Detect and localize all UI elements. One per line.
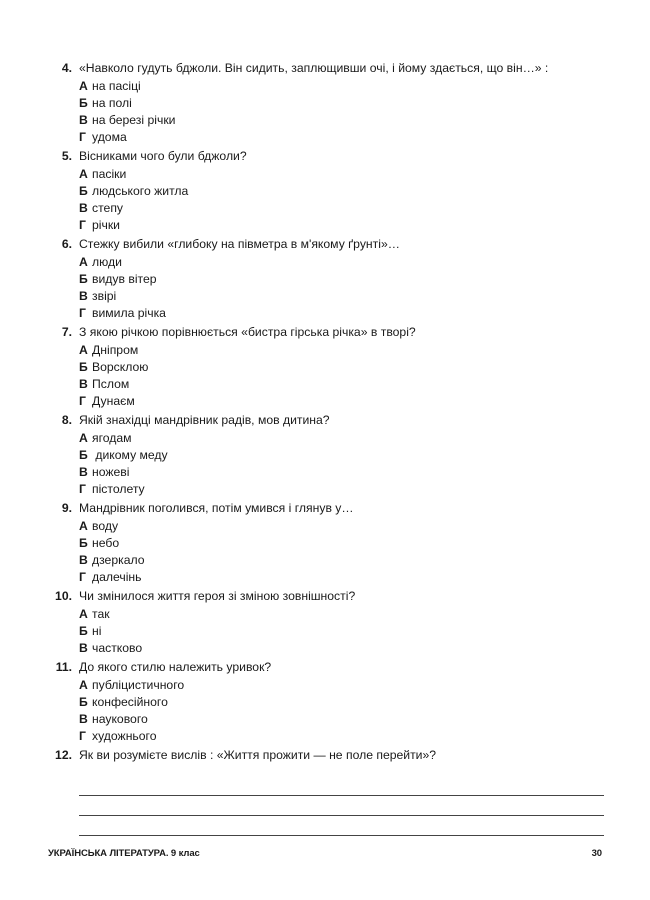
question <box>0 659 650 745</box>
option-letter: А <box>79 167 88 181</box>
option-text: степу <box>92 201 124 215</box>
option-letter: А <box>79 343 88 357</box>
option-letter: Б <box>79 272 88 286</box>
answer-option <box>0 376 650 393</box>
option-text: видув вітер <box>92 272 157 286</box>
answer-option <box>0 552 650 569</box>
question-number: 9. <box>61 501 72 515</box>
option-letter: Б <box>79 695 88 709</box>
question <box>0 324 650 410</box>
question-header <box>0 412 650 429</box>
option-text: художнього <box>92 729 157 743</box>
option-text: ножеві <box>92 465 130 479</box>
answer-line <box>79 795 604 796</box>
answer-option <box>0 711 650 728</box>
question-number: 4. <box>61 61 72 75</box>
question <box>0 236 650 322</box>
option-letter: Г <box>79 394 86 408</box>
question-number: 10. <box>55 589 72 603</box>
option-text: ні <box>92 624 102 638</box>
question-header <box>0 747 650 764</box>
option-letter: Г <box>79 130 86 144</box>
option-letter: Г <box>79 570 86 584</box>
option-text: звірі <box>92 289 117 303</box>
question-text: До якого стилю належить уривок? <box>79 660 272 674</box>
answer-option <box>0 183 650 200</box>
option-letter: В <box>79 377 88 391</box>
answer-option <box>0 464 650 481</box>
question-header <box>0 500 650 517</box>
answer-option <box>0 606 650 623</box>
answer-option <box>0 166 650 183</box>
option-letter: В <box>79 465 88 479</box>
option-text: конфесійного <box>92 695 168 709</box>
question-text: Як ви розумієте вислів : «Життя прожити — не поле перейти»? <box>79 748 437 762</box>
option-text: небо <box>92 536 120 550</box>
option-text: далечінь <box>92 570 142 584</box>
option-text: пістолету <box>92 482 145 496</box>
answer-option <box>0 623 650 640</box>
question-number: 5. <box>61 149 72 163</box>
answer-option <box>0 518 650 535</box>
option-letter: Г <box>79 729 86 743</box>
option-text: Ворсклою <box>92 360 149 374</box>
answer-line <box>79 815 604 816</box>
option-text: Пслом <box>92 377 130 391</box>
option-text: на березі річки <box>92 113 176 127</box>
option-text: публіцистичного <box>92 678 185 692</box>
question-header <box>0 236 650 253</box>
answer-option <box>0 569 650 586</box>
answer-option <box>0 78 650 95</box>
option-letter: Б <box>79 448 88 462</box>
option-text: на полі <box>92 96 132 110</box>
option-letter: Б <box>79 96 88 110</box>
option-letter: А <box>79 255 88 269</box>
option-text: наукового <box>92 712 148 726</box>
answer-option <box>0 430 650 447</box>
question-number: 8. <box>61 413 72 427</box>
option-text: Дніпром <box>92 343 139 357</box>
option-letter: Б <box>79 360 88 374</box>
questions-list <box>0 60 650 766</box>
option-letter: В <box>79 289 88 303</box>
option-letter: А <box>79 519 88 533</box>
option-letter: А <box>79 431 88 445</box>
answer-option <box>0 481 650 498</box>
question-text: «Навколо гудуть бджоли. Він сидить, заплющивши очі, і йому здається, що він…» : <box>79 61 549 75</box>
option-text: річки <box>92 218 120 232</box>
question-text: Вісниками чого були бджоли? <box>79 149 247 163</box>
question-header <box>0 659 650 676</box>
answer-option <box>0 342 650 359</box>
option-text: дзеркало <box>92 553 145 567</box>
answer-option <box>0 95 650 112</box>
question-text: Мандрівник поголився, потім умився і глянув у… <box>79 501 354 515</box>
answer-option <box>0 728 650 745</box>
option-letter: В <box>79 553 88 567</box>
footer-title: УКРАЇНСЬКА ЛІТЕРАТУРА. 9 клас <box>48 848 200 859</box>
option-letter: Г <box>79 218 86 232</box>
option-text: на пасіці <box>92 79 141 93</box>
question-header <box>0 60 650 77</box>
option-text: частково <box>92 641 143 655</box>
question-number: 7. <box>61 325 72 339</box>
question <box>0 412 650 498</box>
option-letter: Б <box>79 536 88 550</box>
option-letter: Г <box>79 306 86 320</box>
option-letter: А <box>79 79 88 93</box>
answer-lines <box>79 795 604 855</box>
question <box>0 500 650 586</box>
option-letter: Б <box>79 184 88 198</box>
option-letter: Б <box>79 624 88 638</box>
answer-option <box>0 640 650 657</box>
option-text: Дунаєм <box>92 394 135 408</box>
option-text: так <box>92 607 110 621</box>
page-footer <box>48 847 602 861</box>
option-letter: А <box>79 678 88 692</box>
option-text: воду <box>92 519 119 533</box>
question-number: 6. <box>61 237 72 251</box>
option-text: ягодам <box>92 431 132 445</box>
option-letter: В <box>79 712 88 726</box>
question-header <box>0 588 650 605</box>
option-letter: Г <box>79 482 86 496</box>
question-text: Чи змінилося життя героя зі зміною зовнішності? <box>79 589 356 603</box>
answer-option <box>0 254 650 271</box>
question-text: Стежку вибили «глибоку на півметра в м'якому ґрунті»… <box>79 237 400 251</box>
answer-option <box>0 129 650 146</box>
option-letter: В <box>79 201 88 215</box>
answer-option <box>0 305 650 322</box>
question <box>0 60 650 146</box>
question <box>0 747 650 764</box>
option-text: дикому меду <box>92 448 168 462</box>
option-text: пасіки <box>92 167 127 181</box>
option-letter: В <box>79 113 88 127</box>
answer-option <box>0 288 650 305</box>
answer-option <box>0 359 650 376</box>
question-text: З якою річкою порівнюється «бистра гірська річка» в творі? <box>79 325 416 339</box>
answer-option <box>0 447 650 464</box>
question-number: 11. <box>55 660 72 674</box>
question-header <box>0 148 650 165</box>
option-text: вимила річка <box>92 306 166 320</box>
answer-option <box>0 217 650 234</box>
question-text: Якій знахідці мандрівник радів, мов дитина? <box>79 413 330 427</box>
option-text: людського житла <box>92 184 189 198</box>
answer-option <box>0 271 650 288</box>
answer-option <box>0 200 650 217</box>
answer-option <box>0 677 650 694</box>
question <box>0 148 650 234</box>
option-letter: В <box>79 641 88 655</box>
answer-option <box>0 112 650 129</box>
option-text: удома <box>92 130 127 144</box>
question-number: 12. <box>55 748 72 762</box>
answer-option <box>0 393 650 410</box>
question-header <box>0 324 650 341</box>
option-letter: А <box>79 607 88 621</box>
answer-line <box>79 835 604 836</box>
option-text: люди <box>92 255 122 269</box>
answer-option <box>0 535 650 552</box>
answer-option <box>0 694 650 711</box>
page-number: 30 <box>591 848 602 859</box>
question <box>0 588 650 657</box>
